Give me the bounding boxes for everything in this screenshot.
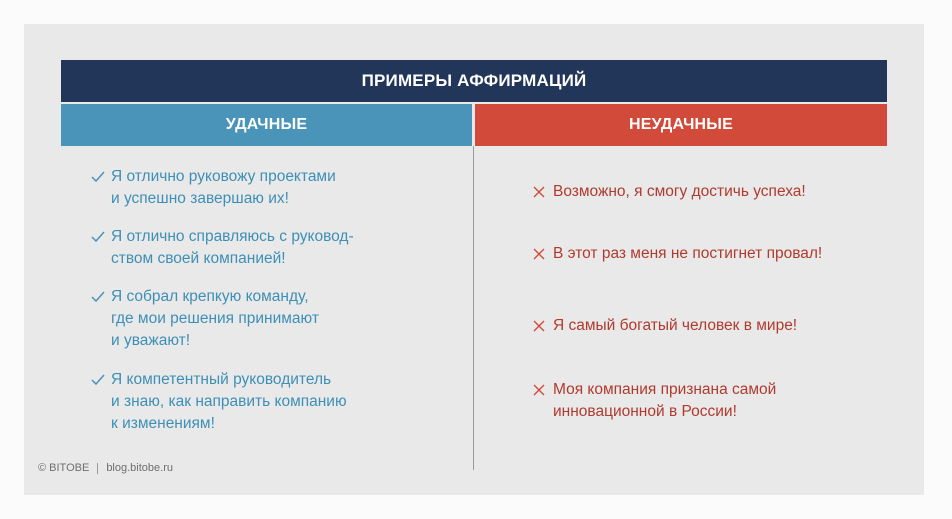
bad-item [533, 315, 797, 337]
good-item [91, 286, 319, 352]
good-item [91, 166, 336, 210]
bad-item-text: Возможно, я смогу достичь успеха! [553, 183, 806, 200]
footer-separator [97, 463, 98, 474]
good-item-text: Я компетентный руководитель и знаю, как направить компанию к изменениям! [111, 371, 347, 432]
site-link[interactable]: blog.bitobe.ru [106, 462, 173, 474]
title-text: ПРИМЕРЫ АФФИРМАЦИЙ [361, 71, 587, 90]
footer [38, 462, 173, 474]
column-header-good [61, 104, 472, 146]
cross-icon [533, 315, 553, 337]
bad-item-text: Я самый богатый человек в мире! [553, 317, 798, 334]
check-icon [91, 369, 111, 391]
good-item-text: Я отлично руковожу проектами и успешно завершаю их! [111, 168, 336, 207]
bad-item [533, 379, 776, 423]
check-icon [91, 286, 111, 308]
bad-item-text: Моя компания признана самой инновационной в России! [553, 381, 777, 420]
good-item-text: Я отлично справляюсь с руковод- ством своей компанией! [111, 228, 354, 267]
bad-item [533, 181, 806, 203]
column-divider [473, 146, 474, 470]
column-header-bad-label: НЕУДАЧНЫЕ [628, 116, 734, 133]
good-item-text: Я собрал крепкую команду, где мои решения принимают и уважают! [111, 288, 319, 349]
check-icon [91, 226, 111, 248]
check-icon [91, 166, 111, 188]
column-header-bad [475, 104, 887, 146]
good-item [91, 226, 354, 270]
cross-icon [533, 379, 553, 401]
cross-icon [533, 181, 553, 203]
bad-item [533, 243, 822, 265]
page-title [61, 60, 887, 102]
cross-icon [533, 243, 553, 265]
copyright-text: © BITOBE [38, 462, 90, 474]
good-item [91, 369, 347, 435]
column-header-good-label: УДАЧНЫЕ [225, 116, 308, 133]
bad-item-text: В этот раз меня не постигнет провал! [553, 245, 823, 262]
